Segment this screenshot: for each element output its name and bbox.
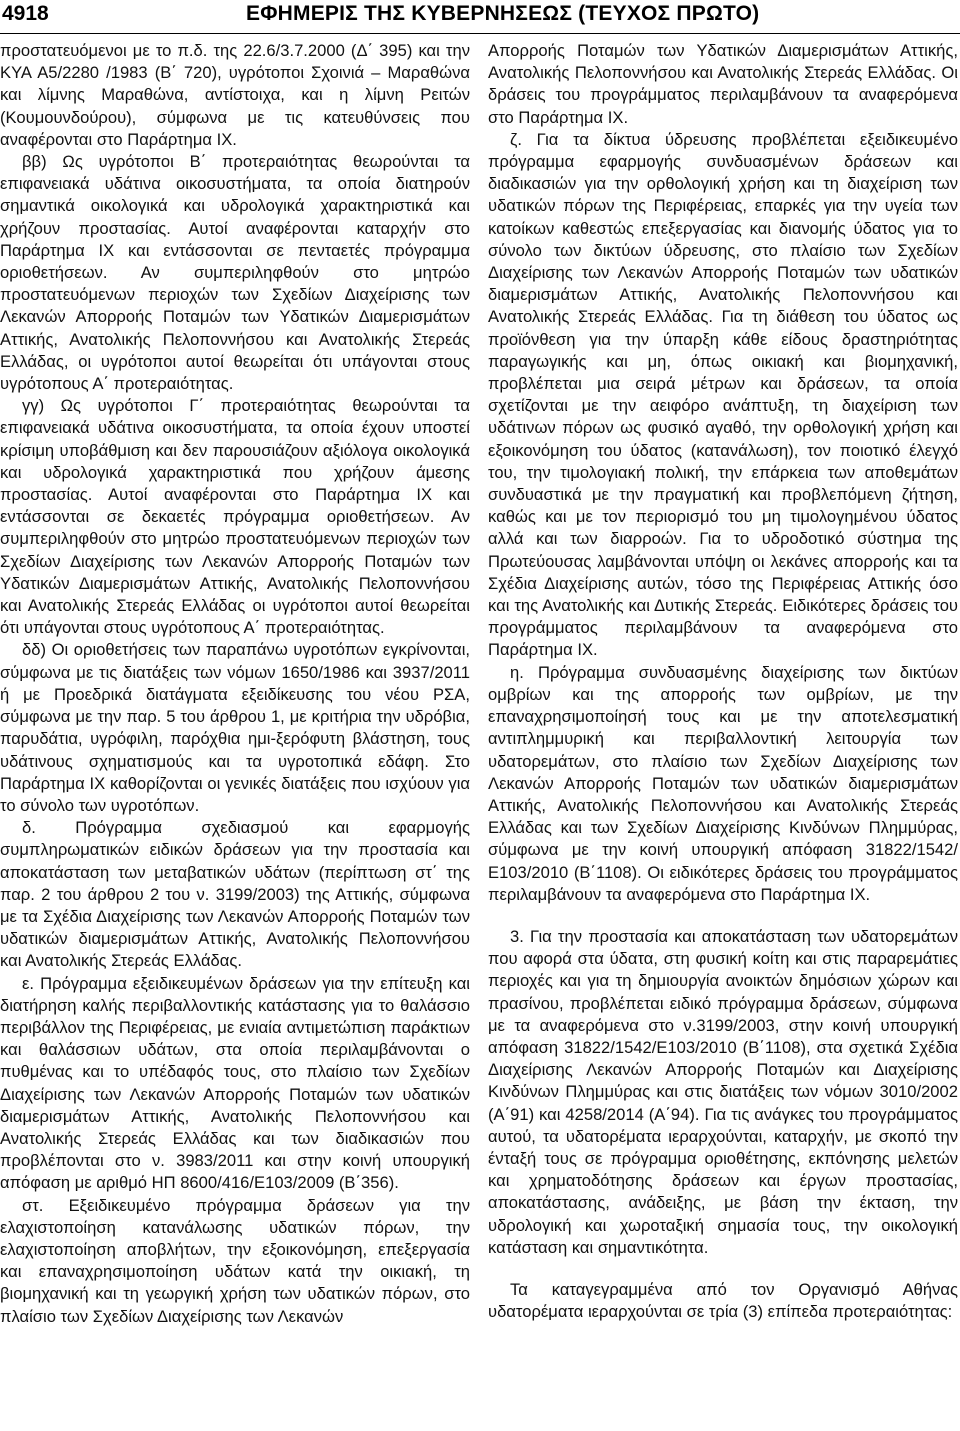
paragraph: στ. Εξειδικευμένο πρόγραμμα δράσεων για την ελαχιστοποίηση κατανάλωσης υδατικών πόρων, την ελαχιστοποίηση αποβλήτων, την εξοικονόμηση, επεξεργασία και επαναχρησιμοποίηση υδάτων κατά την οικιακή, τη βιομηχανική και τη γεωργική χρήση των υδατικών πόρων, στο πλαίσιο των Σχεδίων Διαχείρισης των Λεκανών: [0, 1195, 470, 1326]
paragraph: προστατευόμενοι με το π.δ. της 22.6/3.7.2000 (Δ΄ 395) και την ΚΥΑ Α5/2280 /1983 (Β΄ 720), υγρότοποι Σχοινιά – Μαραθώνα και λίμνης Μαραθώνα, αντίστοιχα, και η λίμνη Ρειτών (Κουμουνδούρου), σύμφωνα με τις κατευθύνσεις που αναφέρονται στο Παράρτημα ΙΧ.: [0, 41, 470, 149]
gazette-title: ΕΦΗΜΕΡΙΣ ΤΗΣ ΚΥΒΕΡΝΗΣΕΩΣ (ΤΕΥΧΟΣ ΠΡΩΤΟ): [246, 2, 760, 25]
page-number: 4918: [2, 2, 49, 25]
header-rule: [0, 33, 960, 34]
right-column: [488, 40, 958, 1323]
paragraph: 3. Για την προστασία και αποκατάσταση των υδατορεμάτων που αφορά στα ύδατα, στη φυσική κοίτη και στις παραρεμάτιες περιοχές και για τη δημιουργία ανοικτών δημόσιων χώρων και πρασίνου, προβλέπεται ειδικό πρόγραμμα δράσεων, σύμφωνα με τα αναφερόμενα στο ν.3199/2003, στην κοινή υπουργική απόφαση 31822/1542/Ε103/2010 (Β΄1108), στα σχετικά Σχέδια Διαχείρισης Λεκανών Απορροής Ποταμών και Διαχείρισης Κινδύνων Πλημμύρας και στις διατάξεις των νόμων 3010/2002 (Α΄91) και 4258/2014 (Α΄94). Για τις ανάγκες του προγράμματος αυτού, τα υδατορέματα ιεραρχούνται, καταρχήν, με σκοπό την ένταξή τους σε πρόγραμμα οριοθέτησης, εκπόνησης μελετών και χρηματοδότησης δράσεων και έργων προστασίας, αποκατάστασης, ανάδειξης, με βάση την έκταση, την υδρολογική και χωροταξική σημασία τους, την οικολογική κατάσταση και σημαντικότητα.: [488, 926, 958, 1257]
paragraph: ε. Πρόγραμμα εξειδικευμένων δράσεων για την επίτευξη και διατήρηση καλής περιβαλλοντικής κατάστασης για το θαλάσσιο περιβάλλον της Περιφέρειας, με ενιαία αντιμετώπιση παράκτιων και θαλάσσιων υδάτων, στα οποία περιλαμβάνονται ο πυθμένας και το υπέδαφός τους, στο πλαίσιο των Σχεδίων Διαχείρισης των Λεκανών Απορροής Ποταμών των υδατικών διαμερισμάτων Αττικής, Ανατολικής Πελοποννήσου και Ανατολικής Στερεάς Ελλάδας και των διαδικασιών που προβλέπονται στο ν. 3983/2011 και στην κοινή υπουργική απόφαση με αριθμό ΗΠ 8600/416/Ε103/2009 (Β΄356).: [0, 973, 470, 1193]
paragraph: ζ. Για τα δίκτυα ύδρευσης προβλέπεται εξειδικευμένο πρόγραμμα εφαρμογής συνδυασμένων δράσεων και διαδικασιών για την ορθολογική χρήση και τη διαχείριση των υδατικών πόρων της Περιφέρειας, επαρκές για την υγεία των κατοίκων καθεστώς επεξεργασίας και διανομής ύδατος για το σύνολο των δικτύων ύδρευσης, στο πλαίσιο των Σχεδίων Διαχείρισης των Λεκανών Απορροής Ποταμών των υδατικών διαμερισμάτων Αττικής, Ανατολικής Πελοποννήσου και Ανατολικής Στερεάς Ελλάδας. Για τη διάθεση του ύδατος ως προϊόνθεση για την ύπαρξη κάθε είδους δραστηριότητας παραγωγικής και μη, όπως οικιακή και βιομηχανική, προβλέπεται μια σειρά μέτρων και δράσεων, τα οποία σχετίζονται με την αειφόρο ανάπτυξη, τη διαχείριση των υδάτινων πόρων ως φυσικό αγαθό, την ορθολογική χρήση και εξοικονόμηση του ύδατος (κατανάλωση), τον ποιοτικό έλεγχό του, την τιμολογιακή πολική, την επάρκεια των αποθεμάτων συνδυαστικά με την πραγματική και προβλεπόμενη ζήτηση, καθώς και με τον περιορισμό του μη τιμολογημένου ύδατος αλλά και των διαρροών. Για το υδροδοτικό σύστημα της Πρωτεύουσας λαμβάνονται υπόψη οι λεκάνες απορροής και τα Σχέδια Διαχείρισης αυτών, τόσο της Περιφέρειας Αττικής όσο και της Ανατολικής και Δυτικής Στερεάς. Ειδικότερες δράσεις του προγράμματος περιλαμβάνουν τα αναφερόμενα στο Παράρτημα ΙΧ.: [488, 129, 958, 660]
paragraph: Απορροής Ποταμών των Υδατικών Διαμερισμάτων Αττικής, Ανατολικής Πελοποννήσου και Ανατολικής Στερεάς Ελλάδας. Οι δράσεις του προγράμματος περιλαμβάνουν τα αναφερόμενα στο Παράρτημα ΙΧ.: [488, 41, 958, 127]
paragraph: δ. Πρόγραμμα σχεδιασμού και εφαρμογής συμπληρωματικών ειδικών δράσεων για την προστασία και αποκατάσταση των μεταβατικών υδάτων (περίπτωση στ΄ της παρ. 2 του άρθρου 2 του ν. 3199/2003) της Αττικής, σύμφωνα με τα Σχέδια Διαχείρισης των Λεκανών Απορροής Ποταμών των υδατικών διαμερισμάτων Αττικής, Ανατολικής Πελοποννήσου και Ανατολικής Στερεάς Ελλάδας.: [0, 818, 470, 971]
page-header: [0, 0, 960, 36]
left-column: [0, 40, 470, 1328]
paragraph: δδ) Οι οριοθετήσεις των παραπάνω υγροτόπων εγκρίνονται, σύμφωνα με τις διατάξεις των νόμων 1650/1986 και 3937/2011 ή με Προεδρικά διατάγματα εξειδίκευσης του νέου ΡΣΑ, σύμφωνα με την παρ. 5 του άρθρου 1, με κριτήρια την υδρόβια, παρυδάτια, υγρόφιλη, παρόχθια ημι-ξερόφυτη βλάστηση, τους υδάτινους σχηματισμούς και τα υγροτοπικά εδάφη. Στο Παράρτημα ΙΧ καθορίζονται οι γενικές διατάξεις που ισχύουν για το σύνολο των υγροτόπων.: [0, 640, 470, 815]
paragraph: Τα καταγεγραμμένα από τον Οργανισμό Αθήνας υδατορέματα ιεραρχούνται σε τρία (3) επίπεδα προτεραιότητας:: [488, 1279, 958, 1322]
paragraph: η. Πρόγραμμα συνδυασμένης διαχείρισης των δικτύων ομβρίων και της απορροής των ομβρίων, με την επαναχρησιμοποίησή τους και με την αποτελεσματική αντιπλημμυρική και περιβαλλοντική λειτουργία των υδατορεμάτων, στο πλαίσιο των Σχεδίων Διαχείρισης των Λεκανών Απορροής Ποταμών των υδατικών διαμερισμάτων Αττικής, Ανατολικής Πελοποννήσου και Ανατολικής Στερεάς Ελλάδας και των Σχεδίων Διαχείρισης Κινδύνων Πλημμύρας, σύμφωνα με την κοινή υπουργική απόφαση 31822/1542/Ε103/2010 (Β΄1108). Οι ειδικότερες δράσεις του προγράμματος περιλαμβάνουν τα αναφερόμενα στο Παράρτημα ΙΧ.: [488, 662, 958, 904]
paragraph: ββ) Ως υγρότοποι Β΄ προτεραιότητας θεωρούνται τα επιφανειακά υδάτινα οικοσυστήματα, τα οποία διατηρούν σημαντικά οικολογικά και υδρολογικά χαρακτηριστικά και χρήζουν προστασίας. Αυτοί αναφέρονται καταρχήν στο Παράρτημα ΙΧ και εντάσσονται σε πενταετές πρόγραμμα οριοθετήσεων. Αν συμπεριληφθούν στο μητρώο προστατευόμενων περιοχών των Σχεδίων Διαχείρισης των Λεκανών Απορροής Ποταμών των Υδατικών Διαμερισμάτων Αττικής, Ανατολικής Πελοποννήσου και Ανατολικής Στερεάς Ελλάδας, οι υγρότοποι αυτοί θεωρείται ότι υπάγονται στους υγρότοπους Α΄ προτεραιότητας.: [0, 152, 470, 394]
paragraph: γγ) Ως υγρότοποι Γ΄ προτεραιότητας θεωρούνται τα επιφανειακά υδάτινα οικοσυστήματα, τα οποία έχουν υποστεί κρίσιμη υποβάθμιση και δεν παρουσιάζουν αξιόλογα οικολογικά και υδρολογικά χαρακτηριστικά που χρήζουν άμεσης προστασίας. Αυτοί αναφέρονται στο Παράρτημα ΙΧ και εντάσσονται σε δεκαετές πρόγραμμα οριοθετήσεων. Αν συμπεριληφθούν στο μητρώο προστατευόμενων περιοχών των Σχεδίων Διαχείρισης των Λεκανών Απορροής Ποταμών των Υδατικών Διαμερισμάτων Αττικής, Ανατολικής Πελοποννήσου και Ανατολικής Στερεάς Ελλάδας οι υγρότοποι αυτοί θεωρείται ότι υπάγονται στους υγρότοπους Α΄ προτεραιότητας.: [0, 396, 470, 638]
